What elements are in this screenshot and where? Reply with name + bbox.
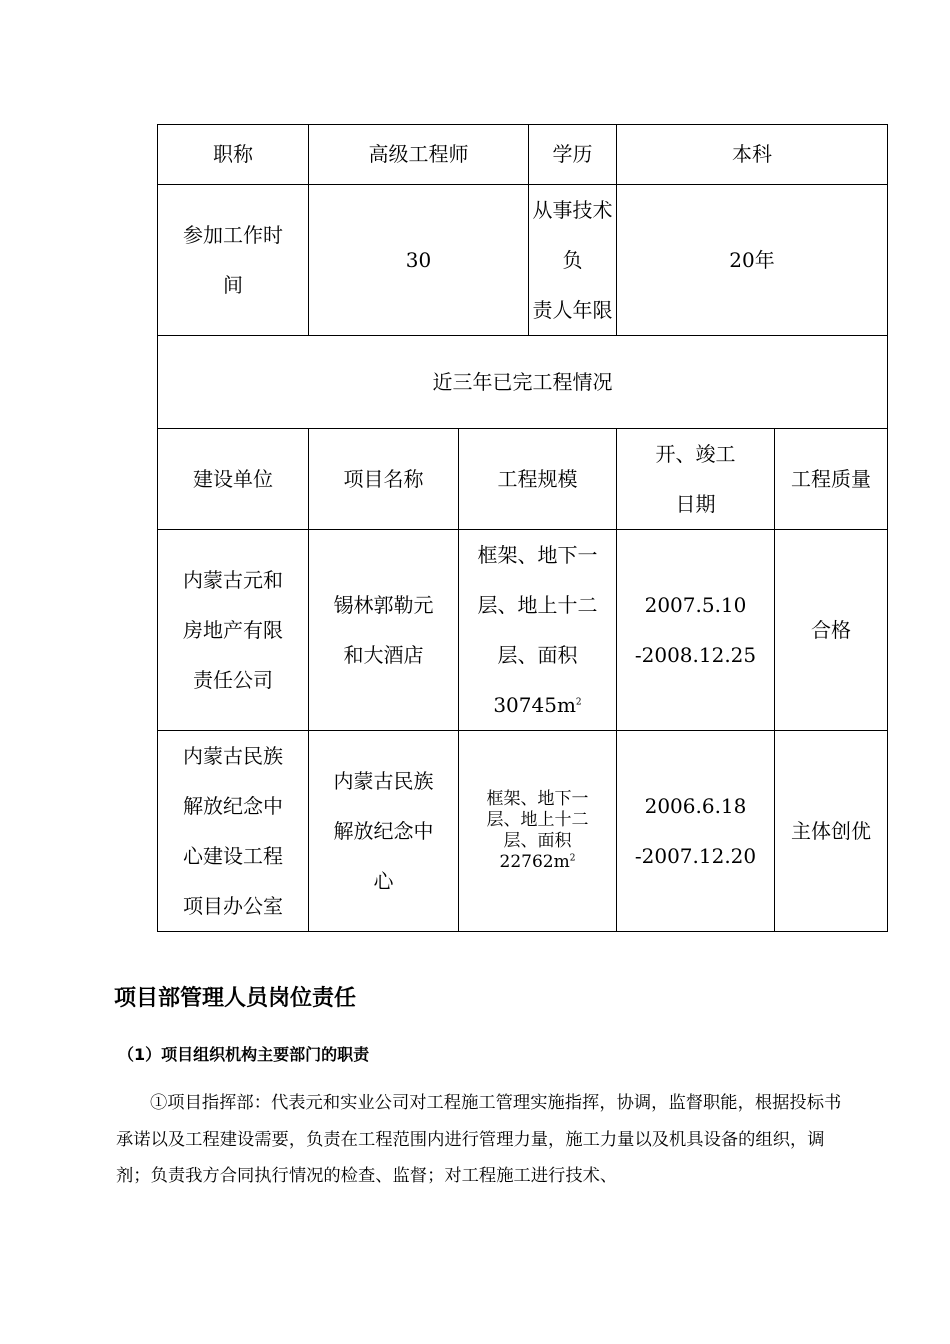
project-quality: 主体创优 <box>775 731 888 932</box>
title-row <box>158 125 888 185</box>
project-name: 内蒙古民族 解放纪念中 心 <box>309 731 459 932</box>
sub-heading: （1）项目组织机构主要部门的职责 <box>118 1045 370 1064</box>
title-label: 职称 <box>158 125 309 185</box>
section-title: 近三年已完工程情况 <box>158 336 888 429</box>
title-value: 高级工程师 <box>309 125 529 185</box>
project-unit: 内蒙古民族 解放纪念中 心建设工程 项目办公室 <box>158 731 309 932</box>
table-row <box>158 731 888 932</box>
section-heading: 项目部管理人员岗位责任 <box>114 986 357 1011</box>
header-quality: 工程质量 <box>775 429 888 530</box>
education-value: 本科 <box>617 125 888 185</box>
work-time-value: 30 <box>309 185 529 336</box>
project-scale: 框架、地下一 层、地上十二 层、面积 $30745m^2$ <box>459 530 617 731</box>
project-unit: 内蒙古元和 房地产有限 责任公司 <box>158 530 309 731</box>
header-scale: 工程规模 <box>459 429 617 530</box>
section-title-row <box>158 336 888 429</box>
project-scale: 框架、地下一 层、地上十二 层、面积 $22762m^2$ <box>459 731 617 932</box>
engineer-info-table <box>157 124 888 932</box>
education-label: 学历 <box>529 125 617 185</box>
work-time-label: 参加工作时 间 <box>158 185 309 336</box>
body-paragraph: ①项目指挥部：代表元和实业公司对工程施工管理实施指挥，协调，监督职能，根据投标书承诺以及工程建设需要，负责在工程范围内进行管理力量，施工力量以及机具设备的组织，调剂；负责我方合同执行情况的检查、监督；对工程施工进行技术、 <box>116 1093 842 1186</box>
project-name: 锡林郭勒元 和大酒店 <box>309 530 459 731</box>
project-quality: 合格 <box>775 530 888 731</box>
header-row <box>158 429 888 530</box>
header-dates: 开、竣工 日期 <box>617 429 775 530</box>
table-row <box>158 530 888 731</box>
header-unit: 建设单位 <box>158 429 309 530</box>
work-years-row <box>158 185 888 336</box>
project-dates: 2006.6.18 -2007.12.20 <box>617 731 775 932</box>
header-project: 项目名称 <box>309 429 459 530</box>
tech-years-value: 20年 <box>617 185 888 336</box>
project-dates: 2007.5.10 -2008.12.25 <box>617 530 775 731</box>
tech-years-label: 从事技术负 责人年限 <box>529 185 617 336</box>
